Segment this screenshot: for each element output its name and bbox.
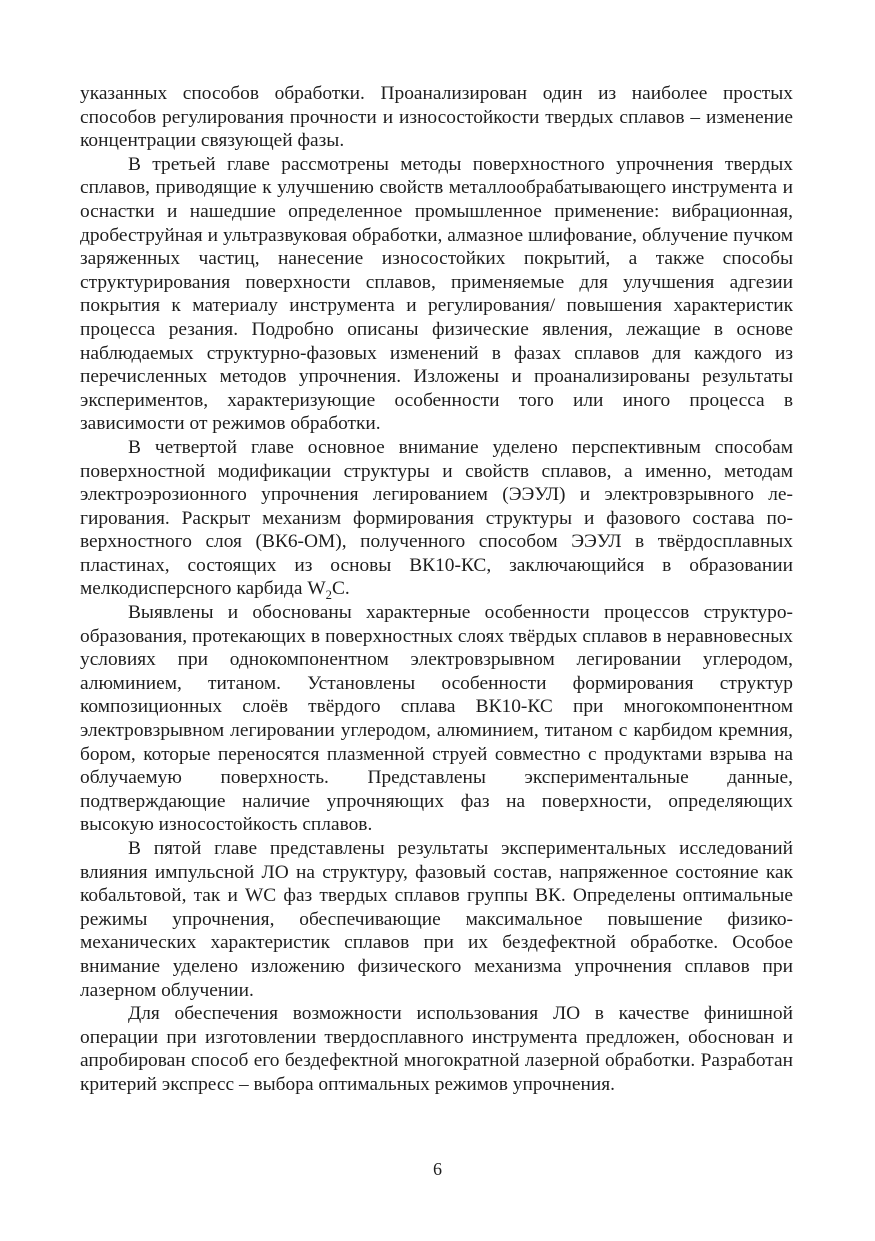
paragraph-1: указанных способов обработки. Проанализирован один из наиболее простых способов регулирования прочности и износостойкости твердых сплавов – изменение концентрации связующей фазы. (80, 83, 793, 152)
paragraph-3 (80, 436, 793, 601)
paragraph-2: В третьей главе рассмотрены методы поверхностного упрочнения твердых сплавов, приводящие к улучшению свойств металлообрабатывающего инструмента и оснастки и нашедшие определенное промышленное применение: вибрационная, дробеструйная и ультразвуковая обработки, алмазное шлифование, облучение пучком заряженных частиц, нанесение износостойких покрытий, а также способы структурирования поверхности сплавов, применяемые для улучшения адгезии покрытия к материалу инструмента и регулирования/ повышения характеристик процесса резания. Подробно описаны физические явления, лежащие в основе наблюдаемых структурно-фазовых изменений в фазах сплавов для каждого из перечисленных методов упрочнения. Изложены и проанализированы результаты экспериментов, характеризующие особенности того или иного процесса в зависимости от режимов обработки. (80, 153, 793, 435)
subscript-2: 2 (325, 588, 332, 603)
page-number: 6 (433, 1159, 442, 1179)
paragraph-6: Для обеспечения возможности использования ЛО в качестве финишной операции при изготовлении твердосплавного инструмента предложен, обоснован и апробирован способ его бездефектной многократной лазерной обработки. Разработан критерий экспресс – выбора оптимальных режимов упрочнения. (80, 1003, 793, 1095)
paragraph-3-text: В четвертой главе основное внимание уделено перспективным способам поверхностной модификации структуры и свойств сплавов, а именно, методам электроэрозионного упрочнения легированием (ЭЭУЛ) и электровзрывного легирования. Раскрыт механизм формирования структуры и фазового состава поверхностного слоя (ВК6-ОМ), полученного способом ЭЭУЛ в твёрдосплавных пластинах, состоящих из основы ВК10-КС, заключающийся в образовании мелкодисперсного карбида W (80, 436, 793, 600)
paragraph-3-tail: C. (331, 578, 350, 600)
paragraph-5: В пятой главе представлены результаты экспериментальных исследований влияния импульсной ЛО на структуру, фазовый состав, напряженное состояние как кобальтовой, так и WC фаз твердых сплавов группы ВК. Определены оптимальные режимы упрочнения, обеспечивающие максимальное повышение физико-механических характеристик сплавов при их бездефектной обработке. Особое внимание уделено изложению физического механизма упрочнения сплавов при лазерном облучении. (80, 838, 793, 1001)
document-body (80, 82, 793, 1097)
paragraph-4: Выявлены и обоснованы характерные особенности процессов структурообразования, протекающих в поверхностных слоях твёрдых сплавов в неравновесных условиях при однокомпонентном электровзрывном легировании углеродом, алюминием, титаном. Установлены особенности формирования структур композиционных слоёв твёрдого сплава ВК10-КС при многокомпонентном электровзрывном легировании углеродом, алюминием, титаном с карбидом кремния, бором, которые переносятся плазменной струей совместно с продуктами взрыва на облучаемую поверхность. Представлены экспериментальные данные, подтверждающие наличие упрочняющих фаз на поверхности, определяющих высокую износостойкость сплавов. (80, 602, 793, 836)
